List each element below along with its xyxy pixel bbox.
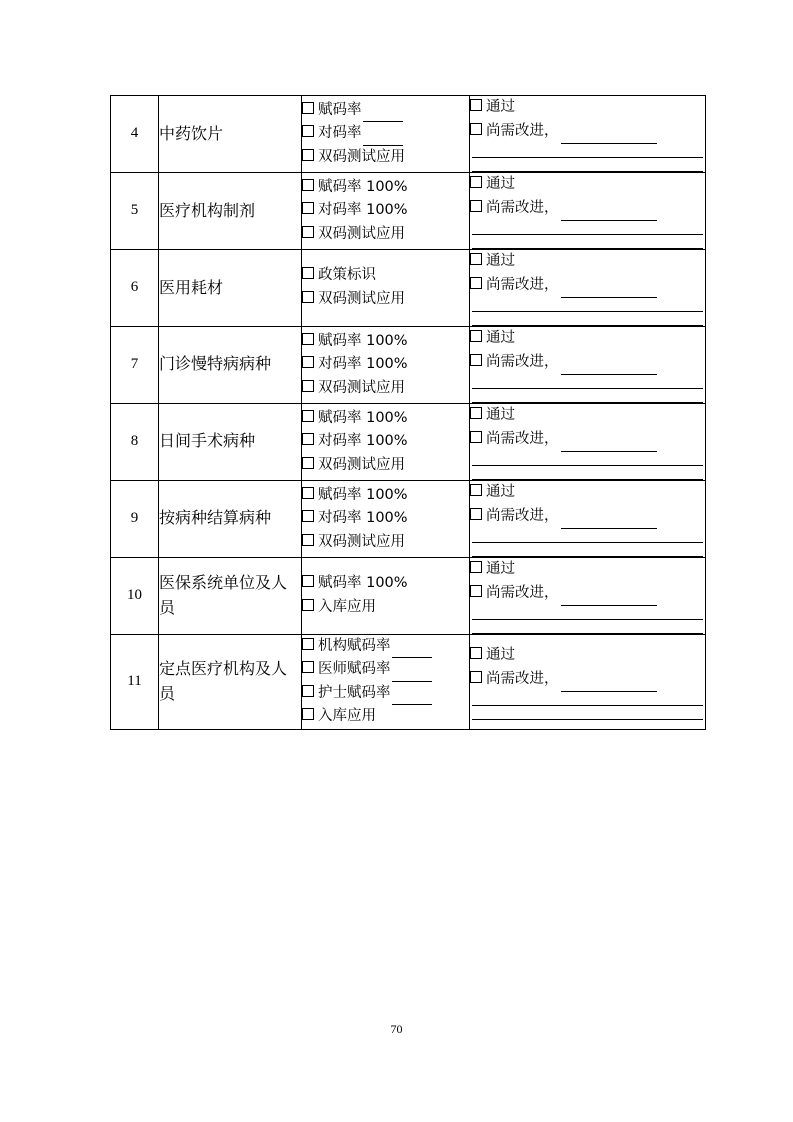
fill-blank[interactable] xyxy=(561,439,657,452)
checkbox-label: 对码率 100% xyxy=(318,356,408,373)
checkbox-option[interactable] xyxy=(302,122,469,145)
fill-blank[interactable] xyxy=(561,285,657,298)
checkbox-option-pass[interactable] xyxy=(470,558,705,581)
table-row xyxy=(111,480,706,557)
checkbox-label: 赋码率 xyxy=(318,101,362,118)
checkbox-icon[interactable] xyxy=(470,508,482,520)
checkbox-option-improve[interactable] xyxy=(470,197,705,220)
fill-blank[interactable] xyxy=(392,645,432,658)
checkbox-option-pass[interactable] xyxy=(470,481,705,504)
checkbox-option-pass[interactable] xyxy=(470,404,705,427)
checkbox-icon[interactable] xyxy=(302,226,314,238)
row-item-name: 医保系统单位及人员 xyxy=(159,557,302,634)
checkbox-label: 尚需改进， xyxy=(486,585,559,602)
table-row xyxy=(111,403,706,480)
checkbox-label: 对码率 100% xyxy=(318,510,408,527)
checkbox-icon[interactable] xyxy=(470,277,482,289)
checkbox-icon[interactable] xyxy=(302,291,314,303)
checkbox-icon[interactable] xyxy=(302,487,314,499)
checkbox-option[interactable] xyxy=(302,377,469,400)
checkbox-label: 护士赋码率 xyxy=(318,684,391,701)
checkbox-option-improve[interactable] xyxy=(470,428,705,451)
checkbox-option-improve[interactable] xyxy=(470,668,705,691)
checkbox-label: 赋码率 100% xyxy=(318,178,408,195)
checkbox-icon[interactable] xyxy=(302,125,314,137)
checkbox-label: 赋码率 100% xyxy=(318,575,408,592)
checkbox-option-pass[interactable] xyxy=(470,644,705,667)
row-number: 8 xyxy=(111,403,159,480)
checkbox-icon[interactable] xyxy=(302,267,314,279)
checkbox-label: 医师赋码率 xyxy=(318,661,391,678)
checkbox-icon[interactable] xyxy=(302,708,314,720)
row-item-name: 医用耗材 xyxy=(159,249,302,326)
fill-blank[interactable] xyxy=(561,592,657,605)
row-result xyxy=(470,172,706,249)
row-number: 4 xyxy=(111,96,159,173)
checkbox-option-improve[interactable] xyxy=(470,582,705,605)
fill-blank[interactable] xyxy=(363,109,403,122)
row-number: 11 xyxy=(111,634,159,729)
checkbox-label: 通过 xyxy=(486,646,515,663)
row-number: 6 xyxy=(111,249,159,326)
checkbox-label: 赋码率 100% xyxy=(318,409,408,426)
fill-blank[interactable] xyxy=(363,132,403,145)
checkbox-label: 双码测试应用 xyxy=(318,379,405,396)
checkbox-option[interactable] xyxy=(302,705,469,728)
checkbox-label: 赋码率 100% xyxy=(318,486,408,503)
fill-blank[interactable] xyxy=(561,678,657,691)
row-requirements xyxy=(302,172,470,249)
page-number: 70 xyxy=(390,1022,403,1036)
write-in-rule[interactable] xyxy=(472,234,703,235)
table-row xyxy=(111,326,706,403)
checkbox-label: 双码测试应用 xyxy=(318,225,405,242)
row-requirements xyxy=(302,634,470,729)
row-requirements xyxy=(302,96,470,173)
checkbox-option[interactable] xyxy=(302,99,469,122)
checkbox-icon[interactable] xyxy=(302,534,314,546)
row-item-name: 医疗机构制剂 xyxy=(159,172,302,249)
row-requirements xyxy=(302,480,470,557)
checkbox-icon[interactable] xyxy=(470,484,482,496)
checkbox-icon[interactable] xyxy=(470,561,482,573)
checkbox-label: 对码率 100% xyxy=(318,202,408,219)
write-in-rule[interactable] xyxy=(472,542,703,543)
row-requirements xyxy=(302,403,470,480)
checkbox-option[interactable] xyxy=(302,682,469,705)
checkbox-label: 对码率 100% xyxy=(318,433,408,450)
row-result xyxy=(470,96,706,173)
table-body xyxy=(111,96,706,730)
checkbox-icon[interactable] xyxy=(302,202,314,214)
checkbox-label: 机构赋码率 xyxy=(318,637,391,654)
checkbox-label: 通过 xyxy=(486,560,515,577)
checkbox-icon[interactable] xyxy=(302,457,314,469)
checkbox-option-improve[interactable] xyxy=(470,351,705,374)
write-in-rule[interactable] xyxy=(472,465,703,466)
write-in-rule[interactable] xyxy=(472,311,703,312)
row-requirements xyxy=(302,557,470,634)
checkbox-icon[interactable] xyxy=(302,102,314,114)
checkbox-icon[interactable] xyxy=(470,585,482,597)
table-row xyxy=(111,96,706,173)
checkbox-label: 赋码率 100% xyxy=(318,332,408,349)
checkbox-icon[interactable] xyxy=(302,575,314,587)
row-number: 5 xyxy=(111,172,159,249)
checkbox-icon[interactable] xyxy=(302,333,314,345)
write-in-rule[interactable] xyxy=(472,705,703,706)
row-requirements xyxy=(302,326,470,403)
checkbox-option[interactable] xyxy=(302,353,469,376)
checkbox-label: 尚需改进， xyxy=(486,431,559,448)
checkbox-label: 尚需改进， xyxy=(486,508,559,525)
write-in-rule[interactable] xyxy=(472,388,703,389)
fill-blank[interactable] xyxy=(392,692,432,705)
table-row xyxy=(111,634,706,729)
checkbox-option[interactable] xyxy=(302,223,469,246)
checkbox-label: 双码测试应用 xyxy=(318,533,405,550)
fill-blank[interactable] xyxy=(561,208,657,221)
checkbox-label: 通过 xyxy=(486,252,515,269)
checkbox-option[interactable] xyxy=(302,330,469,353)
checkbox-icon[interactable] xyxy=(470,407,482,419)
row-result xyxy=(470,634,706,729)
checkbox-option[interactable] xyxy=(302,199,469,222)
checkbox-icon[interactable] xyxy=(470,123,482,135)
checkbox-option-improve[interactable] xyxy=(470,120,705,143)
evaluation-table xyxy=(110,95,706,730)
checkbox-icon[interactable] xyxy=(302,433,314,445)
checkbox-option[interactable] xyxy=(302,454,469,477)
checkbox-icon[interactable] xyxy=(470,354,482,366)
checkbox-label: 双码测试应用 xyxy=(318,148,405,165)
checkbox-label: 尚需改进， xyxy=(486,200,559,217)
checkbox-icon[interactable] xyxy=(470,200,482,212)
checkbox-option-improve[interactable] xyxy=(470,274,705,297)
checkbox-label: 尚需改进， xyxy=(486,671,559,688)
row-result xyxy=(470,557,706,634)
checkbox-option[interactable] xyxy=(302,146,469,169)
checkbox-icon[interactable] xyxy=(302,179,314,191)
table-row xyxy=(111,172,706,249)
checkbox-option-pass[interactable] xyxy=(470,96,705,119)
checkbox-label: 入库应用 xyxy=(318,708,376,725)
checkbox-label: 对码率 xyxy=(318,125,362,142)
checkbox-label: 尚需改进， xyxy=(486,277,559,294)
checkbox-option[interactable] xyxy=(302,264,469,287)
checkbox-label: 政策标识 xyxy=(318,267,376,284)
checkbox-option[interactable] xyxy=(302,430,469,453)
checkbox-option[interactable] xyxy=(302,658,469,681)
checkbox-label: 尚需改进， xyxy=(486,123,559,140)
checkbox-option[interactable] xyxy=(302,288,469,311)
row-item-name: 门诊慢特病病种 xyxy=(159,326,302,403)
row-result xyxy=(470,326,706,403)
table-row xyxy=(111,557,706,634)
checkbox-option[interactable] xyxy=(302,407,469,430)
checkbox-icon[interactable] xyxy=(470,253,482,265)
row-result xyxy=(470,480,706,557)
table-row xyxy=(111,249,706,326)
checkbox-icon[interactable] xyxy=(302,661,314,673)
row-result xyxy=(470,249,706,326)
checkbox-icon[interactable] xyxy=(302,380,314,392)
fill-blank[interactable] xyxy=(392,668,432,681)
checkbox-label: 通过 xyxy=(486,329,515,346)
checkbox-option[interactable] xyxy=(302,484,469,507)
checkbox-option[interactable] xyxy=(302,572,469,595)
checkbox-option[interactable] xyxy=(302,507,469,530)
checkbox-option-pass[interactable] xyxy=(470,173,705,196)
checkbox-icon[interactable] xyxy=(470,647,482,659)
checkbox-icon[interactable] xyxy=(302,510,314,522)
row-item-name: 定点医疗机构及人员 xyxy=(159,634,302,729)
checkbox-icon[interactable] xyxy=(470,176,482,188)
row-number: 7 xyxy=(111,326,159,403)
row-result xyxy=(470,403,706,480)
checkbox-option[interactable] xyxy=(302,596,469,619)
checkbox-label: 通过 xyxy=(486,175,515,192)
checkbox-icon[interactable] xyxy=(470,99,482,111)
checkbox-icon[interactable] xyxy=(302,685,314,697)
checkbox-label: 通过 xyxy=(486,406,515,423)
row-item-name: 日间手术病种 xyxy=(159,403,302,480)
checkbox-label: 通过 xyxy=(486,483,515,500)
write-in-rule[interactable] xyxy=(472,719,703,720)
checkbox-icon[interactable] xyxy=(302,410,314,422)
write-in-rule[interactable] xyxy=(472,619,703,620)
checkbox-label: 双码测试应用 xyxy=(318,456,405,473)
checkbox-label: 入库应用 xyxy=(318,598,376,615)
row-requirements xyxy=(302,249,470,326)
checkbox-icon[interactable] xyxy=(302,149,314,161)
checkbox-option-pass[interactable] xyxy=(470,327,705,350)
checkbox-option[interactable] xyxy=(302,531,469,554)
checkbox-icon[interactable] xyxy=(470,431,482,443)
fill-blank[interactable] xyxy=(561,516,657,529)
checkbox-option-improve[interactable] xyxy=(470,505,705,528)
checkbox-icon[interactable] xyxy=(470,330,482,342)
checkbox-option[interactable] xyxy=(302,176,469,199)
checkbox-label: 通过 xyxy=(486,99,515,115)
write-in-rule[interactable] xyxy=(472,157,703,158)
checkbox-icon[interactable] xyxy=(302,638,314,650)
checkbox-icon[interactable] xyxy=(302,599,314,611)
checkbox-label: 尚需改进， xyxy=(486,354,559,371)
checkbox-icon[interactable] xyxy=(470,671,482,683)
row-number: 10 xyxy=(111,557,159,634)
row-item-name: 按病种结算病种 xyxy=(159,480,302,557)
checkbox-option-pass[interactable] xyxy=(470,250,705,273)
checkbox-option[interactable] xyxy=(302,635,469,658)
fill-blank[interactable] xyxy=(561,362,657,375)
fill-blank[interactable] xyxy=(561,131,657,144)
checkbox-icon[interactable] xyxy=(302,356,314,368)
row-number: 9 xyxy=(111,480,159,557)
checkbox-label: 双码测试应用 xyxy=(318,290,405,307)
row-item-name: 中药饮片 xyxy=(159,96,302,173)
